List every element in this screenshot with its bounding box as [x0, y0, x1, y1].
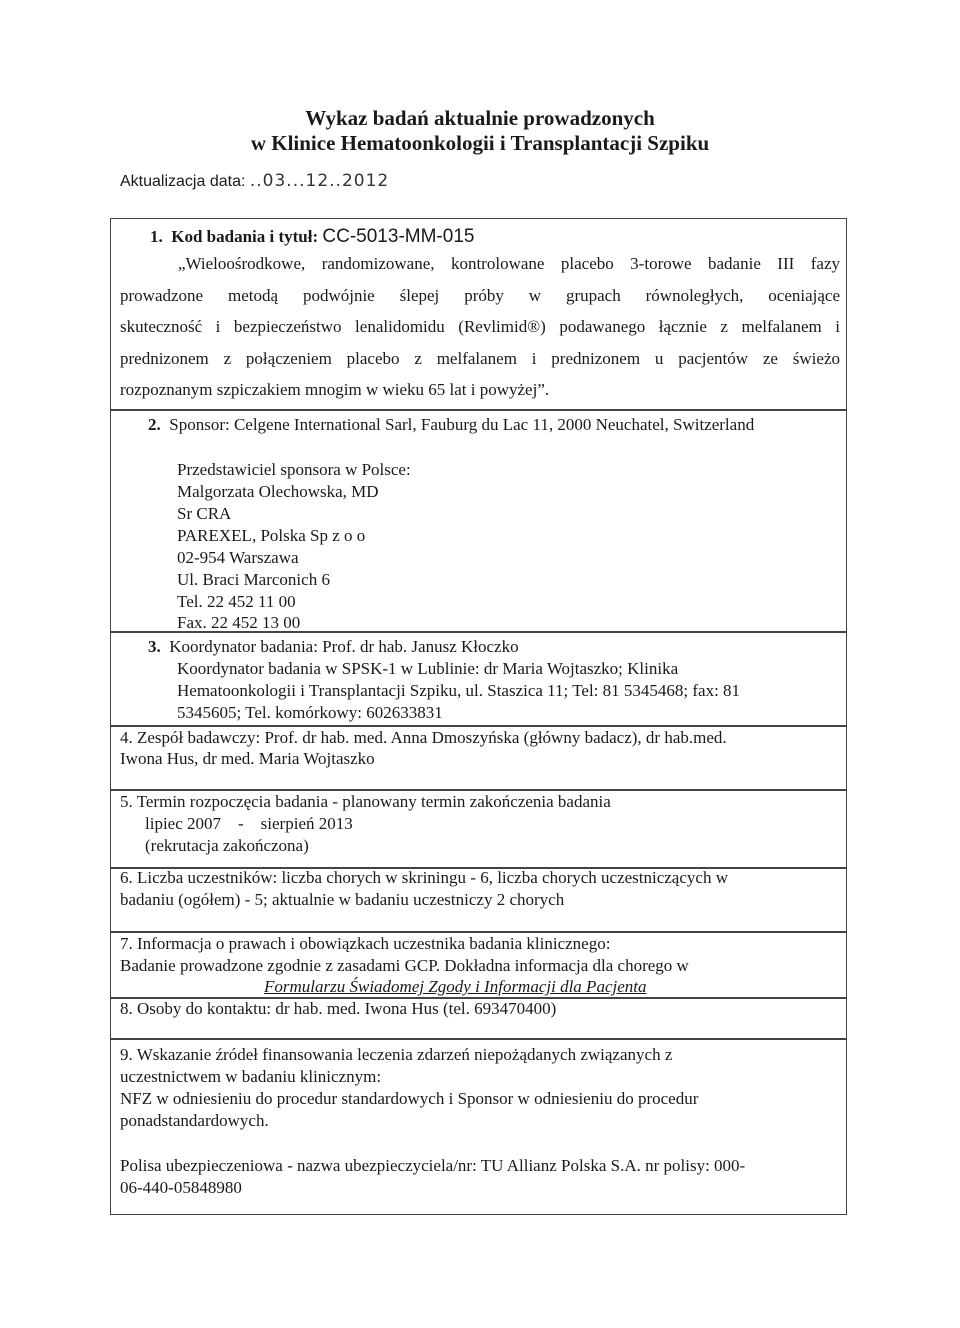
page-title-line-2: w Klinice Hematoonkologii i Transplantacji Szpiku — [250, 131, 710, 155]
study-title-line-5: rozpoznanym szpiczakiem mnogim w wieku 65 lat i powyżej”. — [120, 380, 550, 399]
study-title-line-3: skuteczność i bezpieczeństwo lenalidomidu (Revlimid®) podawanego łącznie z melfalanem i — [120, 317, 840, 336]
update-label: Aktualizacja data: — [120, 173, 246, 190]
study-code: CC-5013-MM-015 — [322, 226, 475, 247]
dates-range: lipiec 2007 - sierpień 2013 — [145, 814, 353, 833]
sponsor-rep-name: Malgorzata Olechowska, MD — [177, 482, 379, 501]
rights-text: Badanie prowadzone zgodnie z zasadami GCP. Dokładna informacja dla chorego w — [120, 956, 689, 975]
sponsor-rep-fax: Fax. 22 452 13 00 — [177, 613, 301, 632]
funding-line-4: ponadstandardowych. — [120, 1111, 269, 1130]
sponsor-rep-phone: Tel. 22 452 11 00 — [177, 592, 296, 611]
update-date — [120, 171, 389, 191]
section-1-number: 1. — [150, 227, 163, 246]
section-3-number: 3. — [148, 637, 161, 656]
local-coordinator-line-3: 5345605; Tel. komórkowy: 602633831 — [177, 703, 443, 722]
insurance-line-1: Polisa ubezpieczeniowa - nazwa ubezpieczyciela/nr: TU Allianz Polska S.A. nr polisy: 000- — [120, 1156, 746, 1175]
study-title-line-2: prowadzone metodą podwójnie ślepej próby w grupach równoległych, oceniające — [120, 286, 840, 305]
page-title-line-1: Wykaz badań aktualnie prowadzonych — [305, 106, 655, 130]
sponsor-line — [148, 414, 754, 436]
participants-line-1: 6. Liczba uczestników: liczba chorych w skriningu - 6, liczba chorych uczestniczących w — [120, 868, 728, 887]
team-line-2: Iwona Hus, dr med. Maria Wojtaszko — [120, 749, 375, 768]
section-1-heading — [150, 226, 474, 248]
sponsor-rep-street: Ul. Braci Marconich 6 — [177, 570, 330, 589]
team-line-1: 4. Zespół badawczy: Prof. dr hab. med. Anna Dmoszyńska (główny badacz), dr hab.med. — [120, 728, 727, 747]
sponsor-rep-label: Przedstawiciel sponsora w Polsce: — [177, 460, 411, 479]
local-coordinator-line-2: Hematoonkologii i Transplantacji Szpiku, ul. Staszica 11; Tel: 81 5345468; fax: 81 — [177, 681, 741, 700]
sponsor-rep-city: 02-954 Warszawa — [177, 548, 299, 567]
study-title-line-1: „Wieloośrodkowe, randomizowane, kontrolowane placebo 3-torowe badanie III fazy — [178, 254, 840, 273]
coordinator-line — [148, 636, 519, 658]
funding-line-1: 9. Wskazanie źródeł finansowania leczenia zdarzeń niepożądanych związanych z — [120, 1045, 673, 1064]
contact-line: 8. Osoby do kontaktu: dr hab. med. Iwona Hus (tel. 693470400) — [120, 999, 557, 1018]
recruitment-status: (rekrutacja zakończona) — [145, 836, 309, 855]
coordinator-text: Koordynator badania: Prof. dr hab. Janusz Kłoczko — [169, 637, 519, 656]
section-2-number: 2. — [148, 415, 161, 434]
insurance-line-2: 06-440-05848980 — [120, 1178, 242, 1197]
sponsor-rep-role: Sr CRA — [177, 504, 232, 523]
rights-heading: 7. Informacja o prawach i obowiązkach uczestnika badania klinicznego: — [120, 934, 611, 953]
local-coordinator-line-1: Koordynator badania w SPSK-1 w Lublinie: dr Maria Wojtaszko; Klinika — [177, 659, 679, 678]
sponsor-rep-company: PAREXEL, Polska Sp z o o — [177, 526, 366, 545]
funding-line-2: uczestnictwem w badaniu klinicznym: — [120, 1067, 382, 1086]
funding-line-3: NFZ w odniesieniu do procedur standardowych i Sponsor w odniesieniu do procedur — [120, 1089, 699, 1108]
participants-line-2: badaniu (ogółem) - 5; aktualnie w badaniu uczestniczy 2 chorych — [120, 890, 565, 909]
dates-heading: 5. Termin rozpoczęcia badania - planowany termin zakończenia badania — [120, 792, 611, 811]
section-1-label: Kod badania i tytuł: — [171, 227, 319, 246]
consent-form-name: Formularzu Świadomej Zgody i Informacji dla Pacjenta — [264, 977, 647, 996]
sponsor-text: Sponsor: Celgene International Sarl, Fauburg du Lac 11, 2000 Neuchatel, Switzerland — [169, 415, 755, 434]
study-title-line-4: prednizonem z połączeniem placebo z melfalanem i prednizonem u pacjentów ze świeżo — [120, 349, 840, 368]
update-value-handwritten: ..03...12..2012 — [249, 171, 390, 191]
